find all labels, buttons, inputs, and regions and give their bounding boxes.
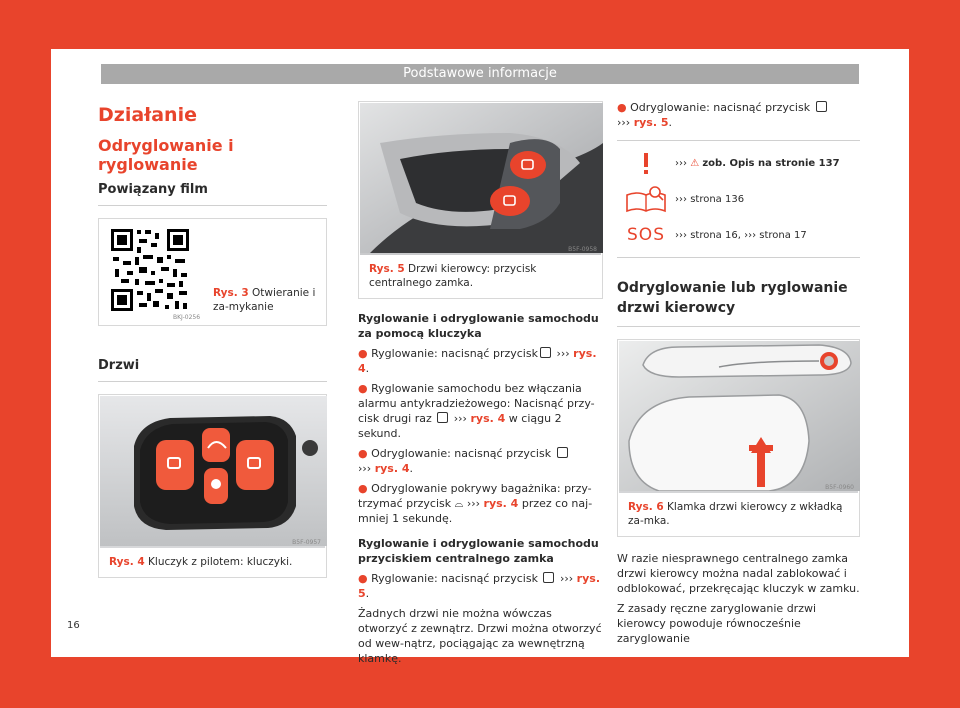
figure-6-caption <box>618 494 859 536</box>
column-2 <box>358 101 603 671</box>
bullet-1-text: Ryglowanie: nacisnąć przycisk <box>371 347 538 360</box>
book-row <box>617 181 860 217</box>
bullet-3: ● Odryglowanie: nacisnąć przycisk ››› rys. 4. <box>358 446 603 476</box>
divider <box>98 205 327 206</box>
warning-row <box>617 145 860 181</box>
figure-4-label: Rys. 4 <box>109 556 145 568</box>
section-title-zamek: Ryglowanie i odryglowanie samochodu przyciskiem centralnego zamka <box>358 537 599 565</box>
figure-4-image <box>100 396 325 548</box>
figure-4-caption <box>99 549 326 577</box>
figure-3-text: Otwieranie i za-mykanie <box>213 287 316 313</box>
figure-code: BKJ-0256 <box>173 314 201 321</box>
divider <box>617 326 860 327</box>
heading-drzwi-kierowcy: Odryglowanie lub ryglowanie drzwi kierowcy <box>617 280 848 316</box>
sos-text: ››› strona 16, ››› strona 17 <box>675 229 807 241</box>
figure-3-caption <box>213 286 323 314</box>
ref-link[interactable]: rys. 4 <box>483 497 519 510</box>
bullet-1: ● Ryglowanie: nacisnąć przycisk ››› rys. 4. <box>358 347 597 375</box>
paragraph-3: Z zasady ręczne zaryglowanie drzwi kierowcy powoduje równocześnie zaryglowanie <box>617 602 817 645</box>
figure-5-label: Rys. 5 <box>369 263 405 275</box>
figure-4 <box>98 394 327 578</box>
sos-ref-2[interactable]: strona 17 <box>759 229 807 241</box>
section-title-kluczyk: Ryglowanie i odryglowanie samochodu za pomocą kluczyka <box>358 312 599 340</box>
warning-ref[interactable]: zob. Opis na stronie 137 <box>702 157 840 169</box>
figure-5-image <box>360 103 601 255</box>
door-handle-image <box>360 103 603 253</box>
bullet-2-text: Ryglowanie samochodu bez włączania alarmu antykradzieżowego: Nacisnąć przy-cisk drugi raz <box>358 382 595 425</box>
bullet-dot: ● <box>617 101 627 114</box>
unlock-icon <box>816 101 827 112</box>
lock-icon <box>543 572 554 583</box>
bullet-6: ● Odryglowanie: nacisnąć przycisk ››› rys. 5. <box>617 100 860 130</box>
bullet-2-tail: w ciągu 2 sekund. <box>358 412 562 440</box>
heading-film: Powiązany film <box>98 182 208 197</box>
door-lock-image <box>619 341 860 491</box>
sos-symbol <box>617 225 675 245</box>
figure-code: B5F-0958 <box>568 246 597 253</box>
paragraph-1: Żadnych drzwi nie można wówczas otworzyć z zewnątrz. Drzwi można otworzyć od wew-nątrz, pociągając za wewnętrzną klamkę. <box>358 607 602 665</box>
figure-6-label: Rys. 6 <box>628 501 664 513</box>
ref-link[interactable]: rys. 4 <box>358 347 597 375</box>
warning-icon <box>637 151 655 175</box>
ref-link[interactable]: rys. 4 <box>470 412 506 425</box>
info-box <box>617 140 860 258</box>
figure-4-text: Kluczyk z pilotem: kluczyki. <box>148 556 293 568</box>
ref-link[interactable]: rys. 5 <box>358 572 600 600</box>
bullet-4-tail: przez co naj-mniej 1 sekundę. <box>358 497 593 525</box>
trunk-icon: ⌓ <box>454 497 464 510</box>
lock-icon <box>540 347 551 358</box>
divider <box>98 381 327 382</box>
bullet-5: ● Ryglowanie: nacisnąć przycisk ››› rys. 5. <box>358 572 600 600</box>
bullet-2: ● Ryglowanie samochodu bez włączania alarmu antykradzieżowego: Nacisnąć przy-cisk drugi raz ››› rys. 4 w ciągu 2 sekund. <box>358 382 595 440</box>
bullet-dot: ● <box>358 482 368 495</box>
book-symbol <box>617 185 675 213</box>
figure-6-text: Klamka drzwi kierowcy z wkładką za-mka. <box>628 501 843 527</box>
bullet-4: ● Odryglowanie pokrywy bagażnika: przy-trzymać przycisk ⌓ ››› rys. 4 przez co naj-mniej 1 sekundę. <box>358 482 593 525</box>
sos-ref-1[interactable]: strona 16, <box>690 229 741 241</box>
figure-6 <box>617 339 860 537</box>
figure-5-text: Drzwi kierowcy: przycisk centralnego zamka. <box>369 263 537 289</box>
key-fob-image <box>100 396 327 546</box>
heading-odryglowanie: Odryglowanie i ryglowanie <box>98 136 234 174</box>
ref-link[interactable]: rys. 4 <box>374 462 410 475</box>
book-search-icon <box>625 185 667 213</box>
bullet-dot: ● <box>358 382 368 395</box>
lock-icon <box>437 412 448 423</box>
bullet-4-text: Odryglowanie pokrywy bagażnika: przy-trzymać przycisk <box>358 482 592 510</box>
heading-drzwi: Drzwi <box>98 358 140 373</box>
figure-5-caption <box>359 256 602 298</box>
bullet-3-text: Odryglowanie: nacisnąć przycisk <box>371 447 552 460</box>
bullet-dot: ● <box>358 447 368 460</box>
bullet-dot: ● <box>358 347 368 360</box>
page-header: Podstawowe informacje <box>101 64 859 84</box>
figure-6-image <box>619 341 858 493</box>
figure-code: B5F-0957 <box>292 539 321 546</box>
book-ref[interactable]: strona 136 <box>690 193 745 205</box>
figure-5 <box>358 101 603 299</box>
column-3 <box>617 100 860 651</box>
warning-text: ››› ⚠ zob. Opis na stronie 137 <box>675 157 840 169</box>
figure-3-label: Rys. 3 <box>213 287 249 299</box>
figure-code: B5F-0960 <box>825 484 854 491</box>
bullet-dot: ● <box>358 572 368 585</box>
book-text: ››› strona 136 <box>675 193 745 205</box>
bullet-6-text: Odryglowanie: nacisnąć przycisk <box>630 101 811 114</box>
ref-link[interactable]: rys. 5 <box>633 116 669 129</box>
warning-symbol <box>617 151 675 175</box>
sos-row <box>617 217 860 253</box>
page-number: 16 <box>67 620 80 631</box>
qr-code-image <box>109 227 191 313</box>
heading-dzialanie: Działanie <box>98 104 197 126</box>
paragraph-2: W razie niesprawnego centralnego zamka drzwi kierowcy można nadal zablokować i odblokować, przekręcając kluczyk w zamku. <box>617 552 860 595</box>
bullet-5-text: Ryglowanie: nacisnąć przycisk <box>371 572 538 585</box>
sos-icon: SOS <box>627 225 665 245</box>
warning-triangle-icon: ⚠ <box>690 157 700 169</box>
column-1 <box>98 98 327 578</box>
figure-3 <box>98 218 327 326</box>
unlock-icon <box>557 447 568 458</box>
